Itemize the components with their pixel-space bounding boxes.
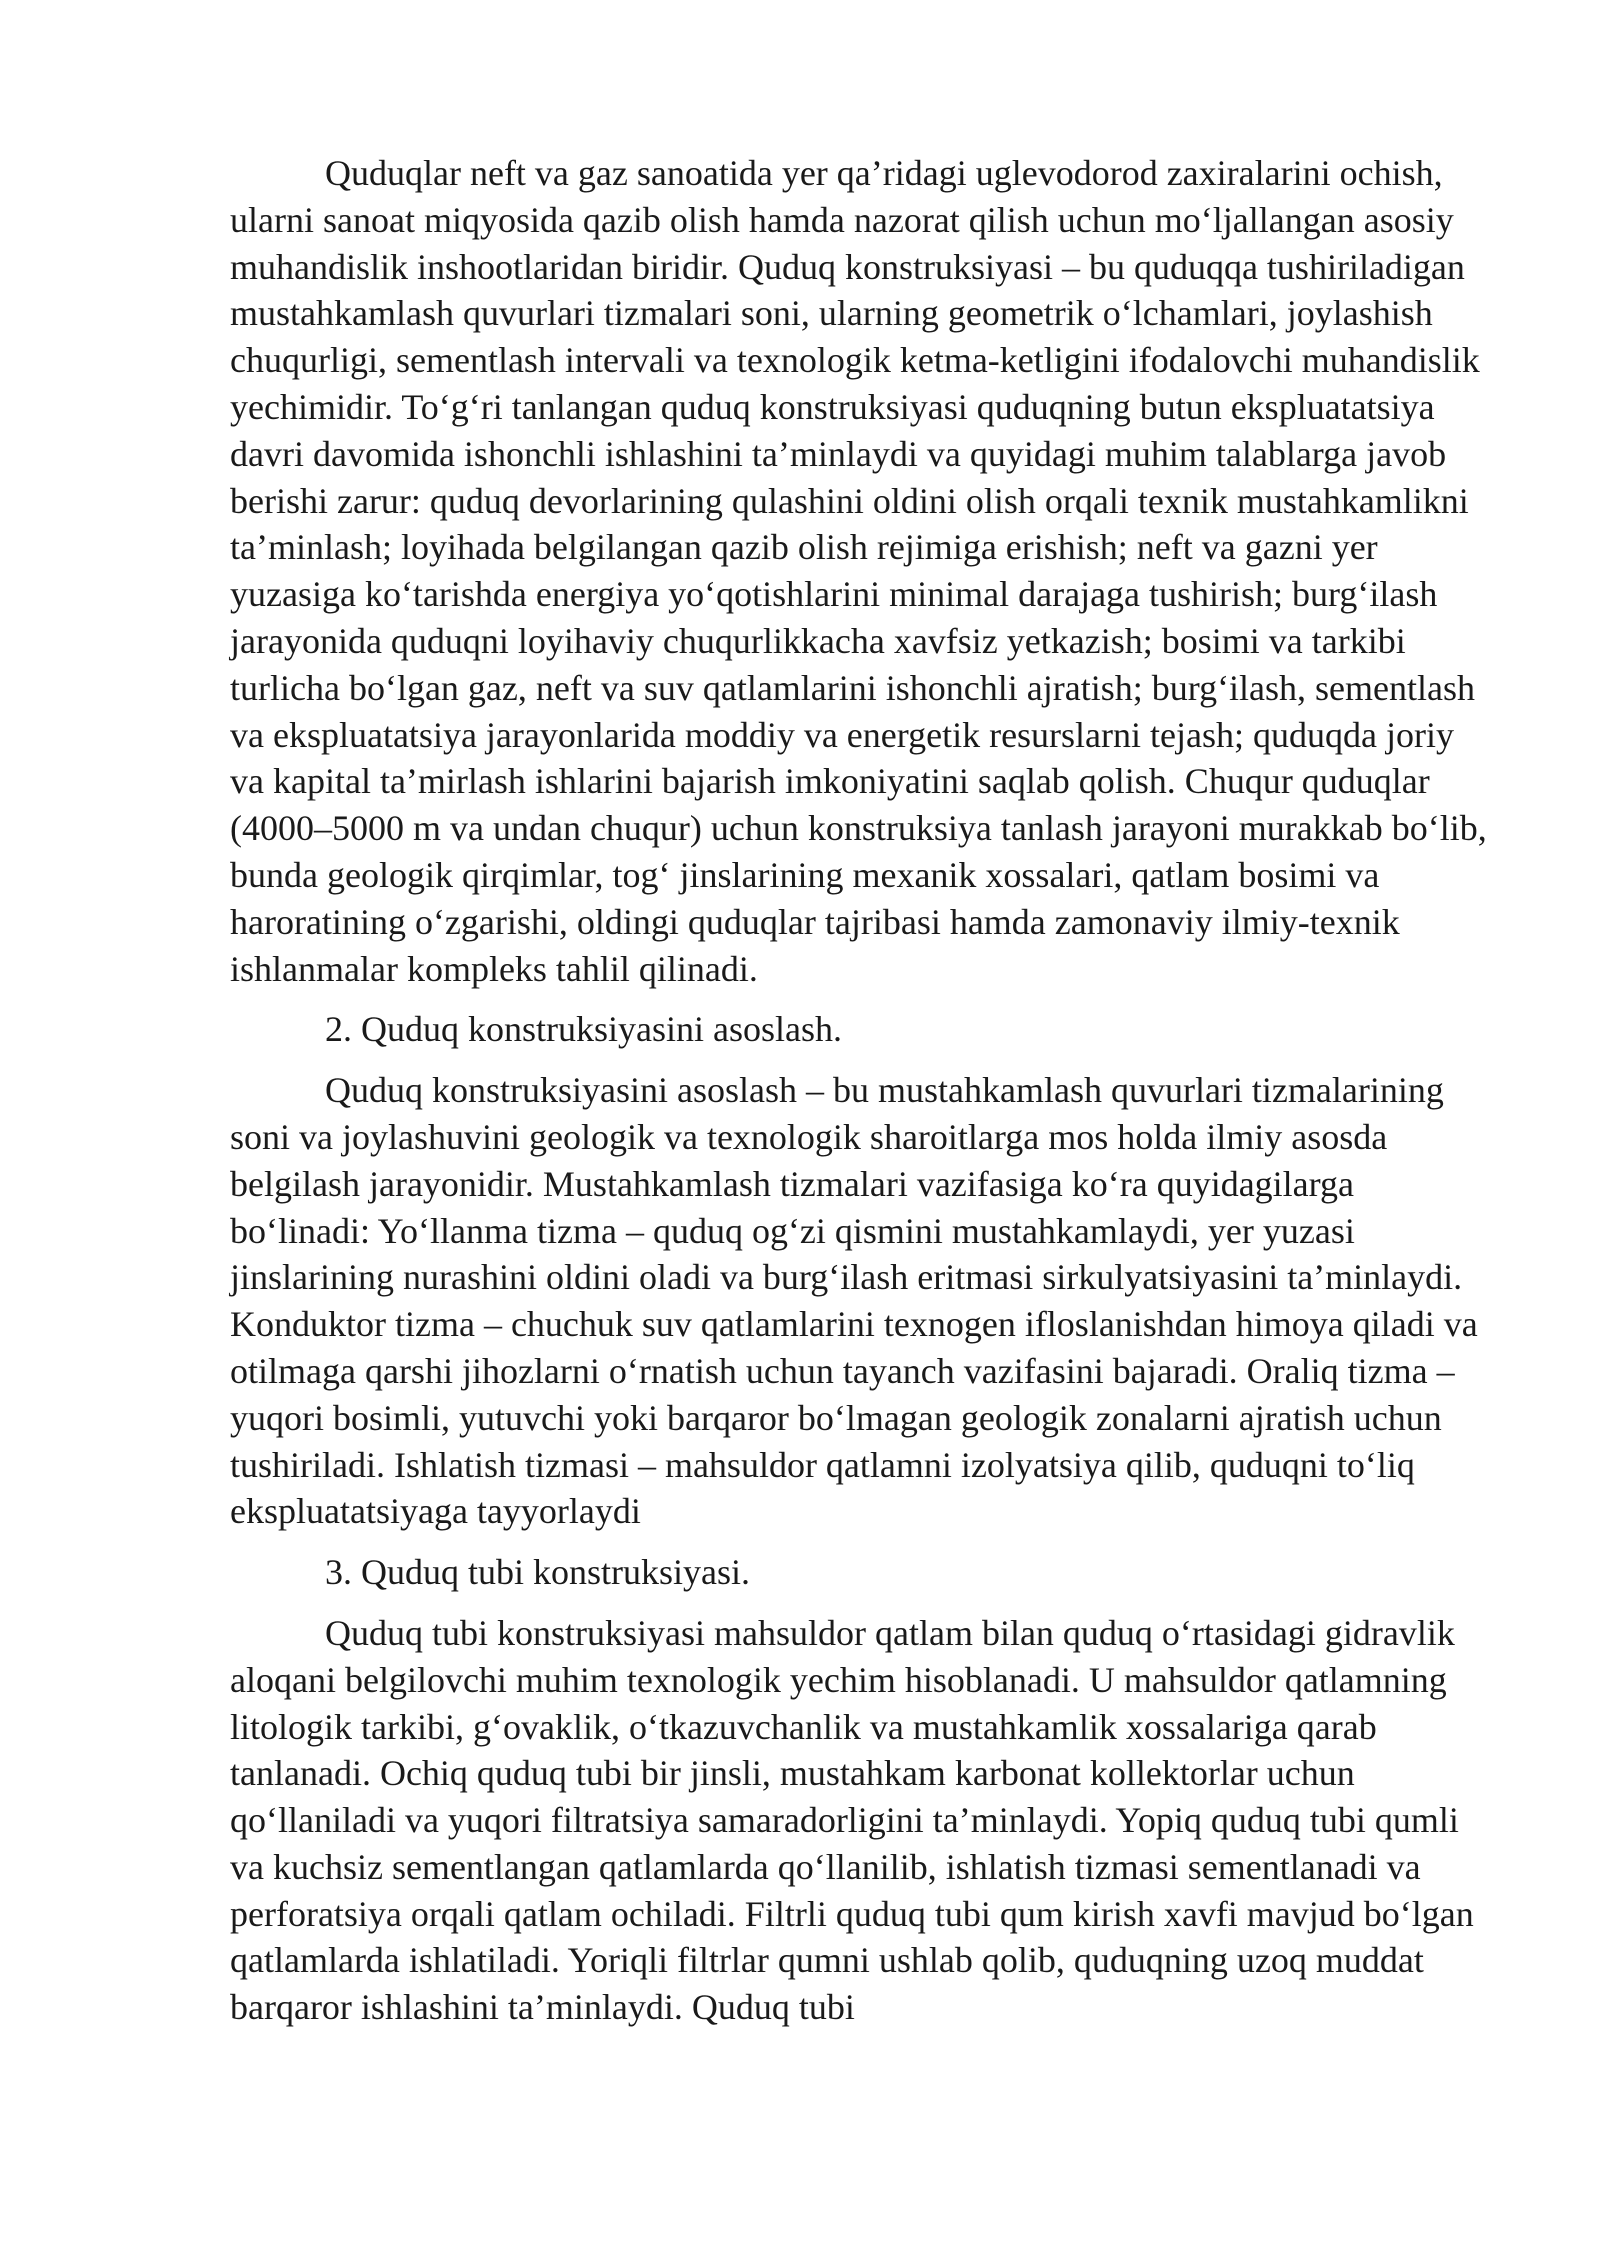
paragraph-wells-intro: Quduqlar neft va gaz sanoatida yer qa’ridagi uglevodorod zaxiralarini ochish, ularni sanoat miqyosida qazib olish hamda nazorat qilish uchun mo‘ljallangan asosiy muhandislik inshootlaridan biridir. Quduq konstruksiyasi – bu quduqqa tushiriladigan mustahkamlash quvurlari tizmalari soni, ularning geometrik o‘lchamlari, joylashish chuqurligi, sementlash intervali va texnologik ketma-ketligini ifodalovchi muhandislik yechimidir. To‘g‘ri tanlangan quduq konstruksiyasi quduqning butun ekspluatatsiya davri davomida ishonchli ishlashini ta’minlaydi va quyidagi muhim talablarga javob berishi zarur: quduq devorlarining qulashini oldini olish orqali texnik mustahkamlikni ta’minlash; loyihada belgilangan qazib olish rejimiga erishish; neft va gazni yer yuzasiga ko‘tarishda energiya yo‘qotishlarini minimal darajaga tushirish; burg‘ilash jarayonida quduqni loyihaviy chuqurlikkacha xavfsiz yetkazish; bosimi va tarkibi turlicha bo‘lgan gaz, neft va suv qatlamlarini ishonchli ajratish; burg‘ilash, sementlash va ekspluatatsiya jarayonlarida moddiy va energetik resurslarni tejash; quduqda joriy va kapital ta’mirlash ishlarini bajarish imkoniyatini saqlab qolish. Chuqur quduqlar (4000–5000 m va undan chuqur) uchun konstruksiya tanlash jarayoni murakkab bo‘lib, bunda geologik qirqimlar, tog‘ jinslarining mexanik xossalari, qatlam bosimi va haroratining o‘zgarishi, oldingi quduqlar tajribasi hamda zamonaviy ilmiy-texnik ishlanmalar kompleks tahlil qilinadi. bbox=[230, 153, 1487, 989]
paragraph-bottomhole-construction: Quduq tubi konstruksiyasi mahsuldor qatlam bilan quduq o‘rtasidagi gidravlik aloqani belgilovchi muhim texnologik yechim hisoblanadi. U mahsuldor qatlamning litologik tarkibi, g‘ovaklik, o‘tkazuvchanlik va mustahkamlik xossalariga qarab tanlanadi. Ochiq quduq tubi bir jinsli, mustahkam karbonat kollektorlar uchun qo‘llaniladi va yuqori filtratsiya samaradorligini ta’minlaydi. Yopiq quduq tubi qumli va kuchsiz sementlangan qatlamlarda qo‘llanilib, ishlatish tizmasi sementlanadi va perforatsiya orqali qatlam ochiladi. Filtrli quduq tubi qum kirish xavfi mavjud bo‘lgan qatlamlarda ishlatiladi. Yoriqli filtrlar qumni ushlab qolib, quduqning uzoq muddat barqaror ishlashini ta’minlaydi. Quduq tubi bbox=[230, 1612, 1474, 2028]
document-page bbox=[230, 150, 1490, 2031]
section-heading-2: 2. Quduq konstruksiyasini asoslash. bbox=[325, 1009, 842, 1050]
section-heading-3: 3. Quduq tubi konstruksiyasi. bbox=[325, 1552, 751, 1593]
paragraph-construction-justification: Quduq konstruksiyasini asoslash – bu mustahkamlash quvurlari tizmalarining soni va joylashuvini geologik va texnologik sharoitlarga mos holda ilmiy asosda belgilash jarayonidir. Mustahkamlash tizmalari vazifasiga ko‘ra quyidagilarga bo‘linadi: Yo‘llanma tizma – quduq og‘zi qismini mustahkamlaydi, yer yuzasi jinslarining nurashini oldini oladi va burg‘ilash eritmasi sirkulyatsiyasini ta’minlaydi. Konduktor tizma – chuchuk suv qatlamlarini texnogen ifloslanishdan himoya qiladi va otilmaga qarshi jihozlarni o‘rnatish uchun tayanch vazifasini bajaradi. Oraliq tizma – yuqori bosimli, yutuvchi yoki barqaror bo‘lmagan geologik zonalarni ajratish uchun tushiriladi. Ishlatish tizmasi – mahsuldor qatlamni izolyatsiya qilib, quduqni to‘liq ekspluatatsiyaga tayyorlaydi bbox=[230, 1070, 1478, 1532]
